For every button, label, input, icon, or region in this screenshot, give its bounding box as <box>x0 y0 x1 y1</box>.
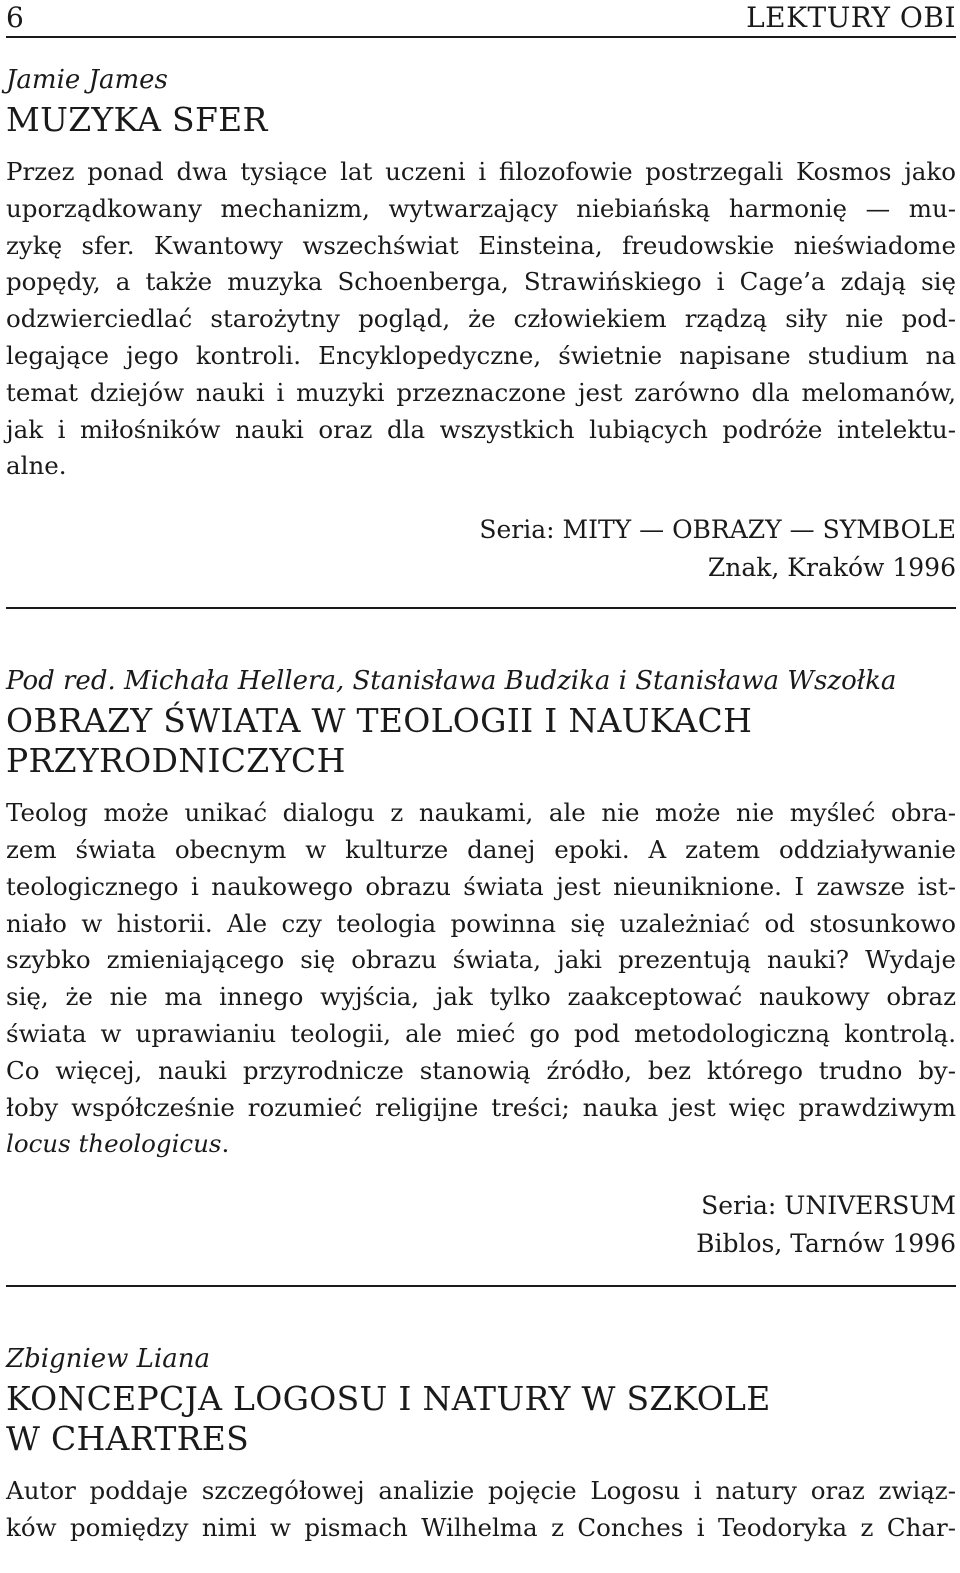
book-publisher: Biblos, Tarnów 1996 <box>696 1229 956 1259</box>
text-line: się, że nie ma innego wyjścia, jak tylko zaakceptować naukowy obraz <box>6 982 956 1012</box>
text-line: Co więcej, nauki przyrodnicze stanowią źródło, bez którego trudno by- <box>6 1055 956 1085</box>
book-entry <box>6 665 956 1263</box>
text-line: teologicznego i naukowego obrazu świata jest nieuniknione. I zawsze ist- <box>6 871 956 901</box>
text-line: odzwierciedlać starożytny pogląd, że człowiekiem rządzą siły nie pod- <box>6 304 956 334</box>
running-head <box>6 0 956 36</box>
text-line: Autor poddaje szczegółowej analizie pojęcie Logosu i natury oraz związ- <box>6 1476 956 1506</box>
text-line: Teolog może unikać dialogu z naukami, ale nie może nie myśleć obra- <box>6 798 956 828</box>
book-description <box>6 795 956 1163</box>
book-author: Zbigniew Liana <box>6 1344 210 1375</box>
book-title: MUZYKA SFER <box>6 100 268 139</box>
book-description <box>6 154 956 485</box>
book-title-line: W CHARTRES <box>6 1419 250 1459</box>
text-line: popędy, a także muzyka Schoenberga, Strawińskiego i Cage’a zdają się <box>6 267 956 297</box>
page-number: 6 <box>6 1 24 34</box>
text-line: alne. <box>6 451 67 481</box>
book-series: Seria: UNIVERSUM <box>701 1191 956 1221</box>
text-line: szybko zmieniającego się obrazu świata, jaki prezentują nauki? Wydaje <box>6 945 956 975</box>
book-author: Jamie James <box>6 65 168 95</box>
text-tail: . <box>221 1129 230 1159</box>
book-author: Pod red. Michała Hellera, Stanisława Budzika i Stanisława Wszołka <box>6 666 897 697</box>
text-line: jak i miłośników nauki oraz dla wszystkich lubiących podróże intelektu- <box>6 414 956 444</box>
entry-separator <box>6 1285 956 1287</box>
text-line: zykę sfer. Kwantowy wszechświat Einsteina, freudowskie nieświadome <box>6 230 956 260</box>
text-line: ków pomiędzy nimi w pismach Wilhelma z Conches i Teodoryka z Char- <box>6 1512 956 1542</box>
book-entry <box>6 64 956 587</box>
book-title-line: OBRAZY ŚWIATA W TEOLOGII I NAUKACH <box>6 701 753 741</box>
book-publisher: Znak, Kraków 1996 <box>707 553 956 583</box>
page <box>6 0 956 1547</box>
italic-term: locus theologicus <box>6 1129 222 1159</box>
text-line: świata w uprawianiu teologii, ale mieć go pod metodologiczną kontrolą. <box>6 1018 956 1048</box>
running-title: LEKTURY OBI <box>746 1 956 34</box>
book-title-line: KONCEPCJA LOGOSU I NATURY W SZKOLE <box>6 1379 771 1419</box>
text-line: legające jego kontroli. Encyklopedyczne, świetnie napisane studium na <box>6 340 956 370</box>
text-line: łoby współcześnie rozumieć religijne treści; nauka jest więc prawdziwym <box>6 1092 956 1122</box>
text-line: uporządkowany mechanizm, wytwarzający niebiańską harmonię — mu- <box>6 193 956 223</box>
book-description <box>6 1473 956 1547</box>
text-line: niało w historii. Ale czy teologia powinna się uzależniać od stosunkowo <box>6 908 956 938</box>
text-line: temat dziejów nauki i muzyki przeznaczone jest zarówno dla melomanów, <box>6 377 956 407</box>
text-line: Przez ponad dwa tysiące lat uczeni i filozofowie postrzegali Kosmos jako <box>6 157 956 186</box>
entry-separator <box>6 607 956 609</box>
header-rule <box>6 36 956 38</box>
text-line: zem świata obecnym w kulturze danej epoki. A zatem oddziaływanie <box>6 834 956 864</box>
book-entry <box>6 1343 956 1547</box>
book-series: Seria: MITY — OBRAZY — SYMBOLE <box>479 515 956 545</box>
text-line <box>6 1126 956 1163</box>
book-title-line: PRZYRODNICZYCH <box>6 741 346 781</box>
